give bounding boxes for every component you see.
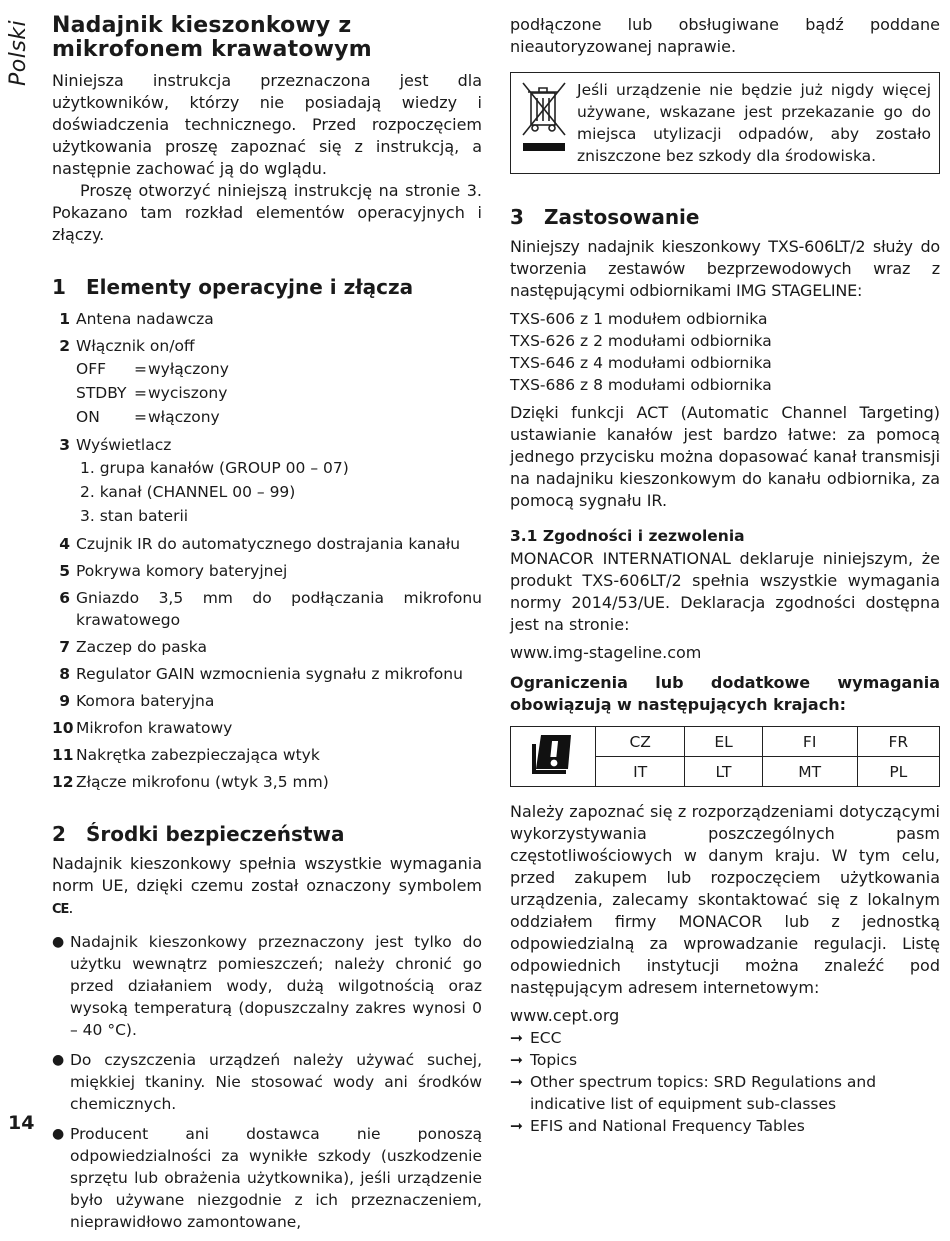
country-cell: EL xyxy=(685,727,762,757)
section-heading-1: 1 Elementy operacyjne i złącza xyxy=(52,275,414,299)
country-cell: CZ xyxy=(596,727,685,757)
bullet-item xyxy=(52,1123,482,1233)
bullet-text: Producent ani dostawca nie ponoszą odpowiedzialności za wynikłe szkody (uszkodzenie sprzętu lub obrażenia użytkownika), jeśli urządzenie było używane niezgodnie z ich przeznaczeniem, nieprawidłowo zamontowane, xyxy=(70,1125,482,1231)
list-item: 1 Antena nadawcza xyxy=(59,310,214,328)
item-number: 11 xyxy=(52,746,74,764)
page-number: 14 xyxy=(8,1112,35,1134)
arrow-item[interactable] xyxy=(510,1049,940,1071)
display-field: 3. stan baterii xyxy=(80,507,189,525)
ce-mark: CE xyxy=(52,902,69,917)
equals-sign: = xyxy=(134,408,147,426)
website-link[interactable]: www.img-stageline.com xyxy=(510,643,702,662)
switch-state-row xyxy=(76,381,482,405)
right-column xyxy=(510,14,940,1137)
arrow-item-label[interactable]: Topics xyxy=(530,1051,578,1069)
arrow-right-icon: ➞ xyxy=(510,1117,523,1135)
cept-navigation-list xyxy=(510,1027,940,1137)
country-cell: FR xyxy=(857,727,939,757)
language-tab: Polski xyxy=(6,19,31,86)
section-heading-2: 2 Środki bezpieczeństwa xyxy=(52,822,345,846)
item-text: Zaczep do paska xyxy=(76,638,207,656)
switch-state-key: OFF xyxy=(76,360,107,378)
bullet-dot-icon: ● xyxy=(52,1126,65,1142)
item-text: Nakrętka zabezpieczająca wtyk xyxy=(76,746,320,764)
model-line: TXS-606 z 1 modułem odbiornika xyxy=(510,310,768,328)
list-item xyxy=(52,560,482,582)
list-item xyxy=(52,587,482,631)
item-text: Mikrofon krawatowy xyxy=(76,719,233,737)
list-item xyxy=(52,636,482,658)
elements-list-continued xyxy=(52,533,482,793)
display-fields xyxy=(76,456,482,528)
cept-link[interactable]: www.cept.org xyxy=(510,1006,620,1025)
switch-state-row xyxy=(76,405,482,429)
arrow-item[interactable] xyxy=(510,1027,940,1049)
switch-state-value: włączony xyxy=(148,408,220,426)
switch-state-value: wyciszony xyxy=(148,384,228,402)
alert-icon xyxy=(511,727,596,787)
conformity-paragraph: MONACOR INTERNATIONAL deklaruje niniejszym, że produkt TXS-606LT/2 spełnia wszystkie wymagania normy 2014/53/UE. Deklaracja zgodności dostępna jest na stronie: xyxy=(510,549,940,634)
safety-bullets xyxy=(52,931,482,1233)
safety-intro: Nadajnik kieszonkowy spełnia wszystkie wymagania norm UE, dzięki czemu został oznaczony symbolem CE. xyxy=(52,854,482,917)
item-text: Komora bateryjna xyxy=(76,692,215,710)
bullet-dot-icon: ● xyxy=(52,934,65,950)
switch-states xyxy=(76,357,482,429)
bullet-text: Do czyszczenia urządzeń należy używać suchej, miękkiej tkaniny. Nie stosować wody ani środków chemicznych. xyxy=(70,1051,482,1113)
regulations-paragraph: Należy zapoznać się z rozporządzeniami dotyczącymi wykorzystywania poszczególnych pasm częstotliwościowych w danym kraju. W tym celu, przed zakupem lub rozpoczęciem użytkowania urządzenia, zalecamy skontaktować się z lokalnym oddziałem firmy MONACOR lub z jednostką odpowiedzialną za wprowadzanie regulacji. Listę odpowiednich instytucji można znaleźć pod następującym adresem internetowym: xyxy=(510,802,940,997)
arrow-item[interactable] xyxy=(510,1115,940,1137)
arrow-item-label[interactable]: ECC xyxy=(530,1029,562,1047)
switch-state-value: wyłączony xyxy=(148,360,229,378)
item-number: 9 xyxy=(59,692,70,710)
receiver-models xyxy=(510,308,940,396)
section-heading-3: 3 Zastosowanie xyxy=(510,205,700,229)
bullet-item xyxy=(52,931,482,1041)
weee-notice xyxy=(510,72,940,174)
subsection-heading: 3.1 Zgodności i zezwolenia xyxy=(510,527,745,545)
country-cell: PL xyxy=(857,757,939,787)
restrictions-heading: Ograniczenia lub dodatkowe wymagania obowiązują w następujących krajach: xyxy=(510,673,940,714)
bullet-text: Nadajnik kieszonkowy przeznaczony jest tylko do użytku wewnątrz pomieszczeń; należy chronić go przed działaniem wody, dużą wilgotnością oraz wysoką temperaturą (dopuszczalny zakres wynosi 0 – 40 °C). xyxy=(70,933,482,1039)
item-text: Gniazdo 3,5 mm do podłączania mikrofonu krawatowego xyxy=(76,589,482,629)
country-table xyxy=(510,726,940,787)
page-title: Nadajnik kieszonkowy z mikrofonem krawatowym xyxy=(52,13,372,62)
item-text: Złącze mikrofonu (wtyk 3,5 mm) xyxy=(76,773,329,791)
left-column xyxy=(52,14,482,1241)
arrow-right-icon: ➞ xyxy=(510,1029,523,1047)
continued-text: podłączone lub obsługiwane bądź poddane nieautoryzowanej naprawie. xyxy=(510,15,940,56)
list-item: 3 Wyświetlacz 1. grupa kanałów (GROUP 00 – 07) 2. kanał (CHANNEL 00 – 99) 3. stan baterii xyxy=(52,434,482,528)
weee-text: Jeśli urządzenie nie będzie już nigdy więcej używane, wskazane jest przekazanie go do miejsca utylizacji odpadów, aby zostało zniszczone bez szkody dla środowiska. xyxy=(577,81,931,165)
item-text: Regulator GAIN wzmocnienia sygnału z mikrofonu xyxy=(76,665,463,683)
elements-list xyxy=(52,308,482,528)
model-line: TXS-626 z 2 modułami odbiornika xyxy=(510,332,772,350)
list-item xyxy=(52,717,482,739)
item-number: 8 xyxy=(59,665,70,683)
bullet-item xyxy=(52,1049,482,1115)
item-number: 5 xyxy=(59,562,70,580)
list-item xyxy=(52,744,482,766)
crossed-bin-icon xyxy=(519,79,577,167)
usage-paragraph: Niniejszy nadajnik kieszonkowy TXS-606LT/2 służy do tworzenia zestawów bezprzewodowych wraz z następującymi odbiornikami IMG STAGELINE: xyxy=(510,237,940,300)
switch-state-key: STDBY xyxy=(76,384,127,402)
list-item xyxy=(52,771,482,793)
item-number: 4 xyxy=(59,535,70,553)
switch-state-key: ON xyxy=(76,408,100,426)
country-cell: MT xyxy=(762,757,857,787)
item-number: 6 xyxy=(59,589,70,607)
list-item: 2 Włącznik on/off OFF = wyłączony STDBY = wyciszony ON = włączony xyxy=(52,335,482,429)
switch-state-row xyxy=(76,357,482,381)
arrow-right-icon: ➞ xyxy=(510,1051,523,1069)
country-cell: LT xyxy=(685,757,762,787)
arrow-item-label[interactable]: Other spectrum topics: SRD Regulations and indicative list of equipment sub-classes xyxy=(530,1073,877,1113)
item-text: Czujnik IR do automatycznego dostrajania kanału xyxy=(76,535,461,553)
item-number: 12 xyxy=(52,773,74,791)
arrow-right-icon: ➞ xyxy=(510,1073,523,1091)
item-number: 7 xyxy=(59,638,70,656)
act-paragraph: Dzięki funkcji ACT (Automatic Channel Targeting) ustawianie kanałów jest bardzo łatwe: za pomocą jednego przycisku można dopasować kanał transmisji na nadajniku kieszonkowym do kanału odbiornika, za pomocą sygnału IR. xyxy=(510,403,941,510)
bullet-dot-icon: ● xyxy=(52,1052,65,1068)
equals-sign: = xyxy=(134,360,147,378)
item-number: 10 xyxy=(52,719,74,737)
intro-paragraph-2: Proszę otworzyć niniejszą instrukcję na stronie 3. Pokazano tam rozkład elementów operacyjnych i złączy. xyxy=(52,181,482,244)
model-line: TXS-646 z 4 modułami odbiornika xyxy=(510,354,772,372)
country-cell: FI xyxy=(762,727,857,757)
item-text: Pokrywa komory bateryjnej xyxy=(76,562,288,580)
list-item xyxy=(52,533,482,555)
display-field: 1. grupa kanałów (GROUP 00 – 07) xyxy=(80,459,349,477)
display-field: 2. kanał (CHANNEL 00 – 99) xyxy=(80,483,296,501)
country-cell: IT xyxy=(596,757,685,787)
arrow-item[interactable] xyxy=(510,1071,940,1115)
equals-sign: = xyxy=(134,384,147,402)
list-item xyxy=(52,663,482,685)
intro-paragraph: Niniejsza instrukcja przeznaczona jest dla użytkowników, którzy nie posiadają wiedzy i doświadczenia technicznego. Przed rozpoczęciem użytkowania proszę zapoznać się z instrukcją, a następnie zachować ją do wglądu. xyxy=(52,71,482,178)
list-item xyxy=(52,690,482,712)
arrow-item-label[interactable]: EFIS and National Frequency Tables xyxy=(530,1117,805,1135)
model-line: TXS-686 z 8 modułami odbiornika xyxy=(510,376,772,394)
